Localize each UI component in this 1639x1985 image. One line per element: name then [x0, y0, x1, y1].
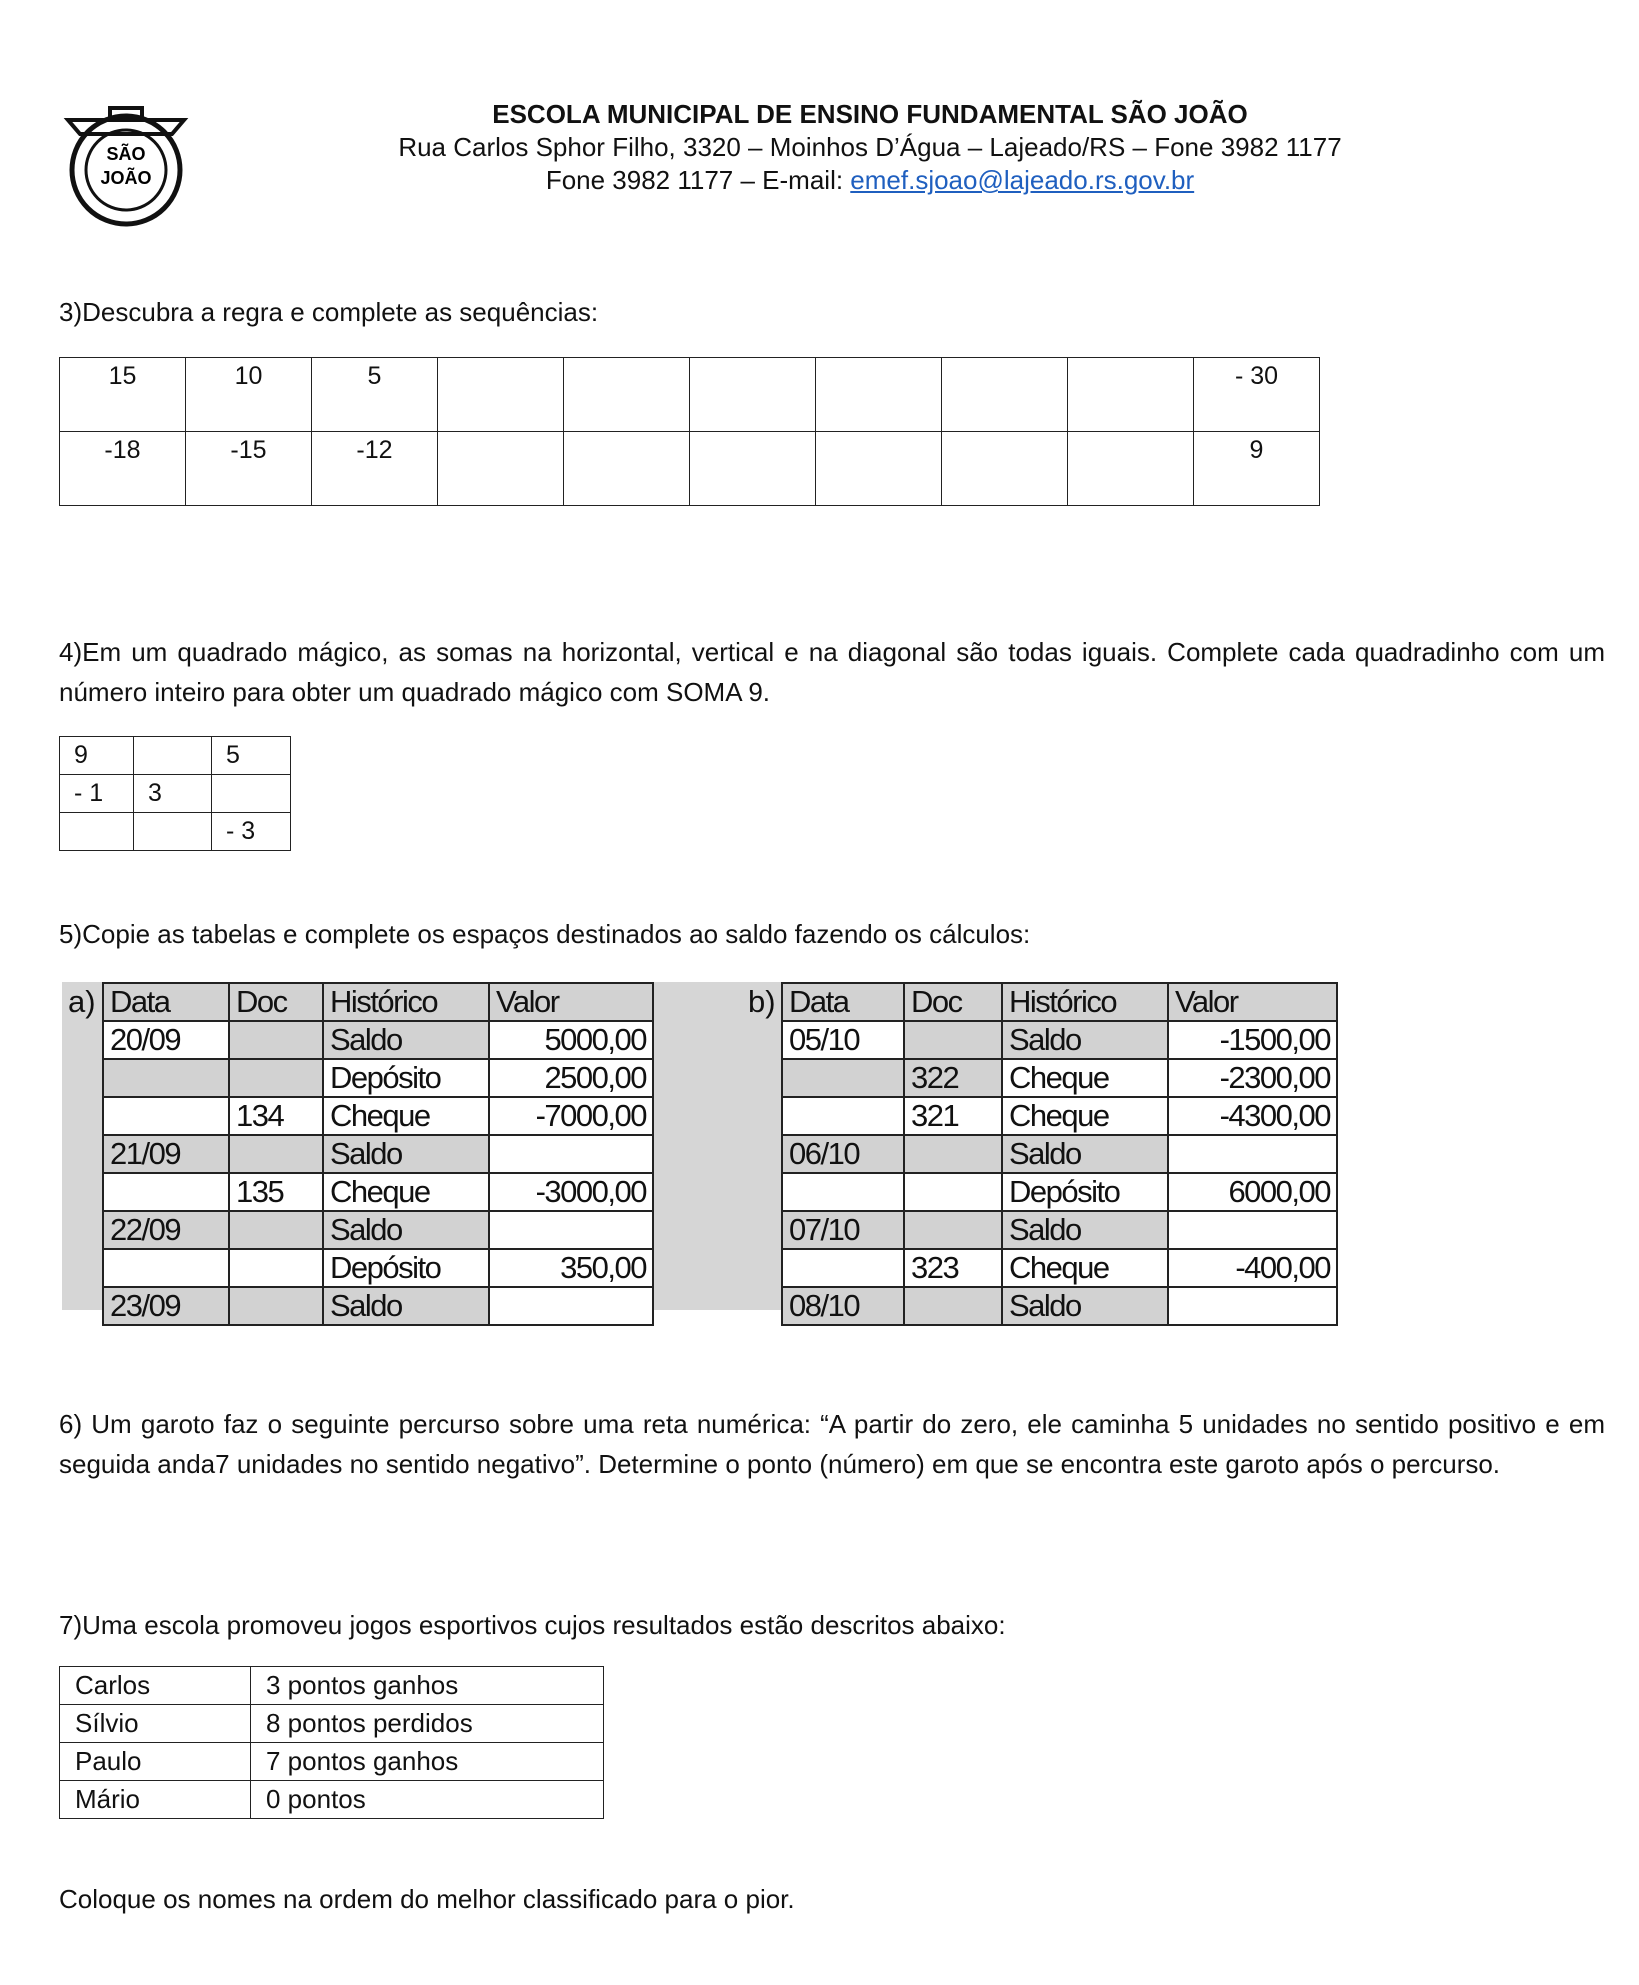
ledger-cell: -1500,00 [1168, 1021, 1337, 1059]
ledger-cell: 2500,00 [489, 1059, 653, 1097]
seq-cell: -18 [60, 432, 186, 506]
ledger-cell [489, 1287, 653, 1325]
magic-cell: 9 [60, 737, 134, 775]
ledger-table-b [781, 982, 1338, 1326]
player-result: 3 pontos ganhos [251, 1667, 604, 1705]
ledger-cell: Cheque [1002, 1249, 1168, 1287]
table-row [782, 1135, 1337, 1173]
ledger-cell: 134 [229, 1097, 323, 1135]
seq-cell [1068, 432, 1194, 506]
magic-cell: 5 [212, 737, 291, 775]
table-row [782, 1173, 1337, 1211]
table-row [60, 1705, 604, 1743]
magic-cell: - 1 [60, 775, 134, 813]
ledger-cell [229, 1249, 323, 1287]
ledger-cell [103, 1097, 229, 1135]
ledger-cell: -400,00 [1168, 1249, 1337, 1287]
ledger-cell [1168, 1211, 1337, 1249]
ledger-header-cell: Valor [489, 983, 653, 1021]
ledger-cell: Saldo [1002, 1135, 1168, 1173]
seq-cell: - 30 [1194, 358, 1320, 432]
magic-cell: - 3 [212, 813, 291, 851]
ledger-cell: 321 [904, 1097, 1002, 1135]
table-row [60, 775, 291, 813]
ledger-cell [904, 1287, 1002, 1325]
ledger-header-cell: Data [103, 983, 229, 1021]
ledger-cell [904, 1173, 1002, 1211]
ledger-cell [782, 1059, 904, 1097]
seq-cell: -15 [186, 432, 312, 506]
table-row [782, 1287, 1337, 1325]
magic-cell [134, 813, 212, 851]
school-title: ESCOLA MUNICIPAL DE ENSINO FUNDAMENTAL SÃO JOÃO [492, 99, 1248, 129]
table-row [60, 1667, 604, 1705]
q7-text: 7)Uma escola promoveu jogos esportivos cujos resultados estão descritos abaixo: [59, 1610, 1006, 1640]
ledger-cell: Saldo [323, 1287, 489, 1325]
ledger-cell [904, 1135, 1002, 1173]
ledger-header-cell: Histórico [1002, 983, 1168, 1021]
contact-prefix: Fone 3982 1177 – E-mail: [545, 165, 851, 195]
seq-cell: 5 [312, 358, 438, 432]
table-row [782, 1097, 1337, 1135]
ledger-cell: 23/09 [103, 1287, 229, 1325]
magic-cell [60, 813, 134, 851]
table-row [60, 432, 1320, 506]
ledger-cell: 322 [904, 1059, 1002, 1097]
ledger-cell: Depósito [323, 1059, 489, 1097]
ledger-cell: 5000,00 [489, 1021, 653, 1059]
player-name: Carlos [60, 1667, 251, 1705]
ledger-cell: 06/10 [782, 1135, 904, 1173]
table-row [103, 1097, 653, 1135]
logo-text-joao: JOÃO [100, 168, 152, 188]
player-name: Mário [60, 1781, 251, 1819]
ledger-cell: -7000,00 [489, 1097, 653, 1135]
player-result: 0 pontos [251, 1781, 604, 1819]
ledger-cell [782, 1249, 904, 1287]
ledger-cell: 323 [904, 1249, 1002, 1287]
table-row [103, 1249, 653, 1287]
school-logo [60, 100, 192, 228]
table-row [103, 1059, 653, 1097]
ledger-cell: 07/10 [782, 1211, 904, 1249]
ledger-cell [904, 1021, 1002, 1059]
magic-cell: 3 [134, 775, 212, 813]
ledger-header-row [782, 983, 1337, 1021]
seq-cell: 15 [60, 358, 186, 432]
ledger-header-cell: Doc [904, 983, 1002, 1021]
table-row [782, 1059, 1337, 1097]
q3-text: 3)Descubra a regra e complete as sequências: [59, 297, 599, 327]
sequence-table [59, 357, 1320, 506]
magic-cell [212, 775, 291, 813]
logo-text-sao: SÃO [106, 144, 146, 164]
school-address: Rua Carlos Sphor Filho, 3320 – Moinhos D’Água – Lajeado/RS – Fone 3982 1177 [398, 132, 1342, 162]
table-row [60, 737, 291, 775]
table-row [782, 1021, 1337, 1059]
ledger-cell [103, 1059, 229, 1097]
seq-cell: 9 [1194, 432, 1320, 506]
ledger-cell [904, 1211, 1002, 1249]
ledger-cell [229, 1287, 323, 1325]
ledger-cell: Cheque [1002, 1059, 1168, 1097]
ledger-cell: Cheque [323, 1173, 489, 1211]
results-table [59, 1666, 604, 1819]
ledger-cell: Saldo [1002, 1287, 1168, 1325]
ledger-cell: Cheque [323, 1097, 489, 1135]
ledger-header-cell: Data [782, 983, 904, 1021]
ledger-b-label: b) [748, 984, 776, 1019]
ledger-cell [1168, 1135, 1337, 1173]
table-row [60, 813, 291, 851]
ledger-cell: 6000,00 [1168, 1173, 1337, 1211]
ledger-cell: Saldo [323, 1135, 489, 1173]
seq-cell [1068, 358, 1194, 432]
table-row [60, 358, 1320, 432]
ledger-cell: 135 [229, 1173, 323, 1211]
ledger-cell: Saldo [1002, 1021, 1168, 1059]
player-name: Sílvio [60, 1705, 251, 1743]
ledger-cell [229, 1135, 323, 1173]
seq-cell: 10 [186, 358, 312, 432]
table-row [103, 1021, 653, 1059]
ledger-table-a [102, 982, 654, 1326]
ledger-cell: 21/09 [103, 1135, 229, 1173]
seq-cell [438, 432, 564, 506]
table-row [60, 1781, 604, 1819]
seq-cell [438, 358, 564, 432]
ledger-header-cell: Doc [229, 983, 323, 1021]
ledger-cell [782, 1097, 904, 1135]
player-result: 7 pontos ganhos [251, 1743, 604, 1781]
ledger-cell: Saldo [1002, 1211, 1168, 1249]
seq-cell: -12 [312, 432, 438, 506]
ledger-cell: -3000,00 [489, 1173, 653, 1211]
ledger-cell [489, 1135, 653, 1173]
email-link[interactable]: emef.sjoao@lajeado.rs.gov.br [850, 165, 1195, 195]
ledger-cell [229, 1059, 323, 1097]
q6-text: 6) Um garoto faz o seguinte percurso sobre uma reta numérica: “A partir do zero, ele caminha 5 unidades no sentido positivo e em seguida anda7 unidades no sentido negativo”. Determine o ponto (número) em que se encontra este garoto após o percurso. [59, 1409, 1605, 1479]
ledger-cell: -2300,00 [1168, 1059, 1337, 1097]
ledger-cell [103, 1173, 229, 1211]
q7-footer: Coloque os nomes na ordem do melhor classificado para o pior. [59, 1884, 795, 1914]
player-name: Paulo [60, 1743, 251, 1781]
q4-text: 4)Em um quadrado mágico, as somas na horizontal, vertical e na diagonal são todas iguais. Complete cada quadradinho com um número inteiro para obter um quadrado mágico com SOMA 9. [59, 637, 1605, 707]
ledger-a-label: a) [68, 984, 96, 1019]
ledger-cell: Depósito [323, 1249, 489, 1287]
ledger-cell: 350,00 [489, 1249, 653, 1287]
ledger-cell [782, 1173, 904, 1211]
magic-square [59, 736, 291, 851]
table-row [103, 1135, 653, 1173]
table-row [103, 1173, 653, 1211]
ledger-cell [229, 1211, 323, 1249]
ledger-cell: Cheque [1002, 1097, 1168, 1135]
table-row [60, 1743, 604, 1781]
ledger-header-cell: Valor [1168, 983, 1337, 1021]
seq-cell [942, 358, 1068, 432]
table-row [782, 1249, 1337, 1287]
ledger-cell: Saldo [323, 1211, 489, 1249]
ledger-cell [229, 1021, 323, 1059]
ledger-cell: -4300,00 [1168, 1097, 1337, 1135]
ledger-header-row [103, 983, 653, 1021]
seq-cell [690, 432, 816, 506]
ledger-cell: 20/09 [103, 1021, 229, 1059]
seq-cell [942, 432, 1068, 506]
seq-cell [816, 358, 942, 432]
ledger-cell [103, 1249, 229, 1287]
seq-cell [564, 358, 690, 432]
q5-text: 5)Copie as tabelas e complete os espaços destinados ao saldo fazendo os cálculos: [59, 919, 1031, 949]
ledger-cell: Saldo [323, 1021, 489, 1059]
player-result: 8 pontos perdidos [251, 1705, 604, 1743]
table-row [103, 1287, 653, 1325]
ledger-cell: 22/09 [103, 1211, 229, 1249]
ledger-cell: 05/10 [782, 1021, 904, 1059]
ledger-header-cell: Histórico [323, 983, 489, 1021]
seq-cell [690, 358, 816, 432]
table-row [103, 1211, 653, 1249]
ledger-cell: Depósito [1002, 1173, 1168, 1211]
seq-cell [816, 432, 942, 506]
ledger-cell [489, 1211, 653, 1249]
table-row [782, 1211, 1337, 1249]
ledger-cell: 08/10 [782, 1287, 904, 1325]
seq-cell [564, 432, 690, 506]
magic-cell [134, 737, 212, 775]
ledger-cell [1168, 1287, 1337, 1325]
